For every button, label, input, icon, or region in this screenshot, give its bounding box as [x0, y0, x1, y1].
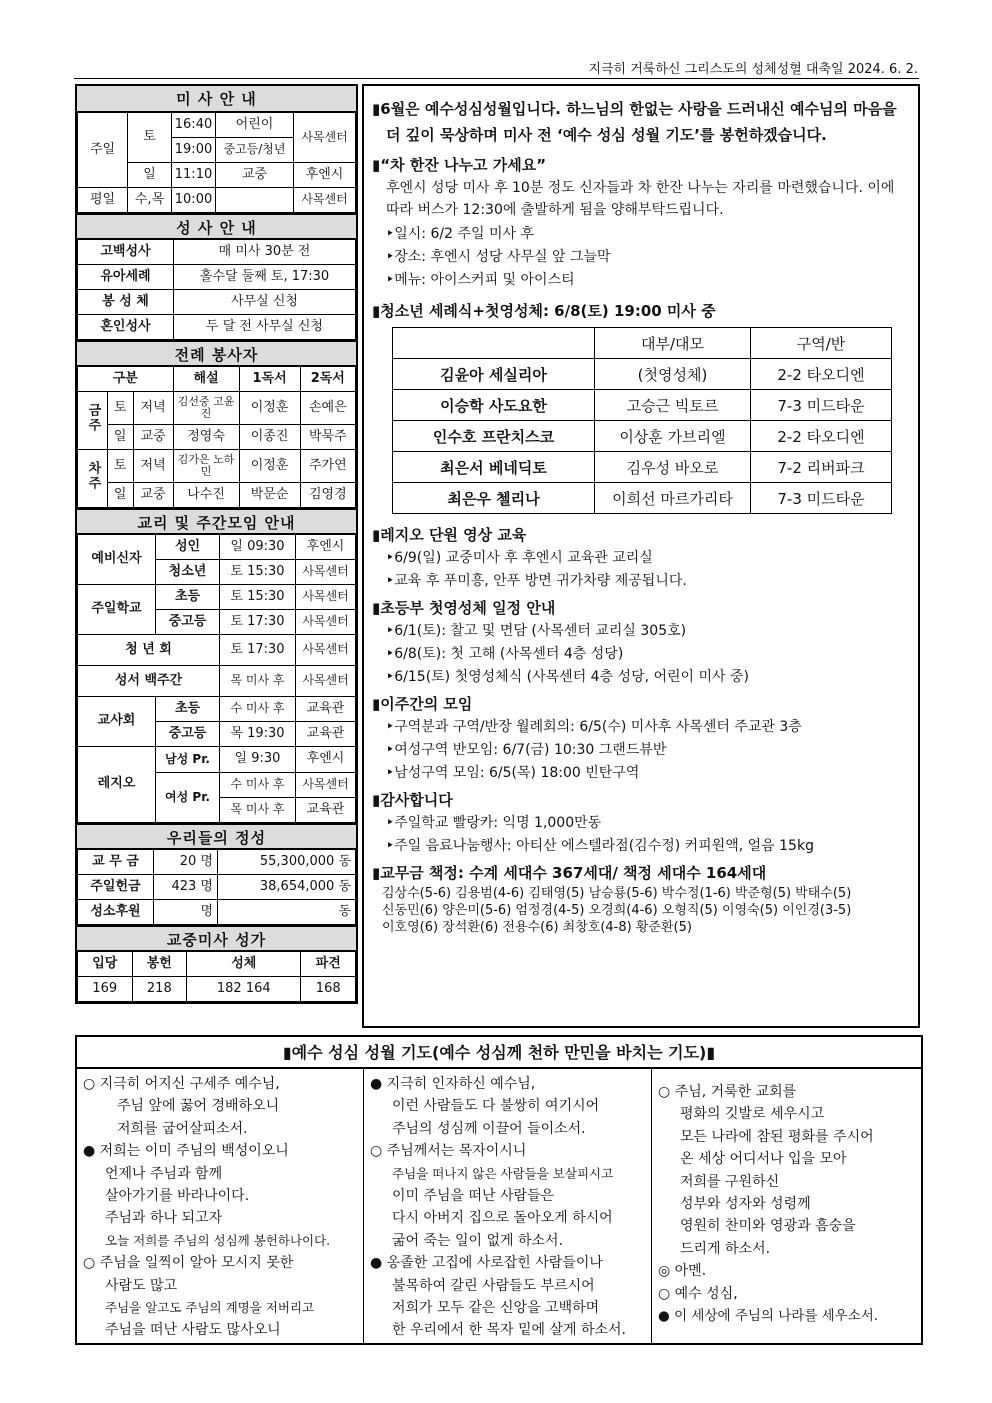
liturgy-day: 일 [107, 483, 133, 508]
edu-time: 목 19:30 [220, 722, 296, 747]
notice-bullet: ‣6/15(토) 첫영성체식 (사목센터 4층 성당, 어린이 미사 중) [386, 669, 750, 685]
notice-bullet: ‣일시: 6/2 주일 미사 후 [386, 226, 534, 242]
edu-time: 수 미사 후 [220, 773, 296, 798]
teachers-label: 교사회 [78, 697, 156, 747]
offering-count: 423 명 [154, 875, 218, 900]
baptism-name: 이승학 사도요한 [393, 390, 595, 421]
offering-key: 성소후원 [78, 900, 154, 925]
edu-time: 토 17:30 [220, 635, 296, 666]
notice-thanks-title: ▮감사합니다 [372, 791, 453, 809]
edu-place: 사목센터 [296, 773, 356, 798]
baptism-sponsor: (첫영성체) [595, 359, 751, 390]
notice-baptism-title: ▮청소년 세례식+첫영성체: 6/8(토) 19:00 미사 중 [372, 302, 716, 320]
hymn-header: 봉헌 [132, 952, 187, 977]
hymn-number: 218 [132, 977, 187, 1002]
prayer-line: 주님을 떠난 사람도 많사오니 [105, 1322, 281, 1339]
notice-bullet: ‣메뉴: 아이스커피 및 아이스티 [386, 272, 575, 288]
baptism-sponsor: 이상훈 가브리엘 [595, 421, 751, 452]
liturgy-header: 해설 [173, 367, 239, 392]
prayer-line: 한 우리에서 한 목자 밑에 살게 하소서. [392, 1322, 627, 1339]
legio-label: 레지오 [78, 747, 156, 823]
baptism-header [393, 328, 595, 359]
edu-time: 토 17:30 [220, 610, 296, 635]
notice-dues-title: ▮교무금 책정: 수계 세대수 367세대/ 책정 세대수 164세대 [372, 864, 767, 882]
sacrament-key: 유아세례 [78, 265, 174, 290]
offering-count: 20 명 [154, 850, 218, 875]
sat-place: 사목센터 [294, 113, 356, 163]
offering-count: 명 [154, 900, 218, 925]
edu-sub: 중고등 [156, 722, 220, 747]
prayer-column-3 [652, 1069, 921, 1343]
left-info-panel [75, 84, 358, 1004]
notice-bullet: ‣여성구역 반모임: 6/7(금) 10:30 그랜드뷰반 [386, 742, 667, 758]
offering-amount: 동 [218, 900, 356, 925]
hymns-title: 교중미사 성가 [77, 925, 356, 951]
edu-place: 후엔시 [296, 535, 356, 560]
prayer-line: 저희가 모두 같은 신앙을 고백하며 [392, 1300, 600, 1317]
prayer-line: ● 지극히 인자하신 예수님, [370, 1076, 536, 1092]
edu-time: 토 15:30 [220, 585, 296, 610]
weekday-empty [216, 188, 294, 213]
prayer-line: 살아가기를 바라나이다. [105, 1188, 250, 1205]
prayer-line: ○ 주님께서는 목자이시니 [370, 1143, 527, 1160]
prayer-line: 불목하여 갈린 사람들도 부르시어 [392, 1277, 595, 1294]
sacrament-value: 두 달 전 사무실 신청 [174, 315, 356, 340]
prayer-line: 저희를 구원하신 [680, 1173, 780, 1190]
edu-place: 후엔시 [296, 747, 356, 773]
liturgy-reader1: 박문순 [239, 483, 300, 508]
hymn-number: 168 [301, 977, 356, 1002]
offering-table [77, 849, 356, 925]
baptism-name: 최은서 베네딕토 [393, 452, 595, 483]
liturgy-reader1: 이종진 [239, 425, 300, 450]
edu-time: 목 미사 후 [220, 666, 296, 697]
liturgy-header: 1독서 [239, 367, 300, 392]
sun-place: 후엔시 [294, 163, 356, 188]
offering-amount: 55,300,000 동 [218, 850, 356, 875]
sacrament-value: 홀수달 둘째 토, 17:30 [174, 265, 356, 290]
notice-bullet: ‣6/1(토): 찰고 및 면담 (사목센터 교리실 305호) [386, 623, 687, 639]
prayer-column-1 [77, 1069, 364, 1343]
prayer-line: 이런 사람들도 다 불쌍히 여기시어 [392, 1098, 600, 1115]
offering-key: 교 무 금 [78, 850, 154, 875]
edu-sub: 여성 Pr. [156, 773, 220, 823]
edu-sub: 청소년 [156, 560, 220, 585]
liturgy-title: 전례 봉사자 [77, 340, 356, 366]
youth-group-label: 청 년 회 [78, 635, 220, 666]
sacrament-key: 고백성사 [78, 240, 174, 265]
bible-label: 성서 백주간 [78, 666, 220, 697]
edu-time: 일 09:30 [220, 535, 296, 560]
edu-place: 사목센터 [296, 666, 356, 697]
dues-names-line: 신동민(6) 양은미(5-6) 엄정경(4-5) 오경희(4-6) 오형직(5) 이영숙(5) 이인경(3-5) [382, 903, 852, 918]
notice-bullet: ‣장소: 후엔시 성당 사무실 앞 그늘막 [386, 249, 611, 265]
baptism-sponsor: 고승근 빅토르 [595, 390, 751, 421]
weekday-place: 사목센터 [294, 188, 356, 213]
prayer-line: ● 이 세상에 주님의 나라를 세우소서. [658, 1308, 879, 1325]
notice-bullet: ‣주일학교 빨랑카: 익명 1,000만동 [386, 815, 602, 831]
prayer-line: 언제나 주님과 함께 [105, 1165, 223, 1182]
notice-legio-title: ▮레지오 단원 영상 교육 [372, 526, 527, 544]
notice-bullet: ‣6/9(일) 교중미사 후 후엔시 교육관 교리실 [386, 550, 653, 566]
liturgy-header: 구분 [78, 367, 174, 392]
prayer-line: 주님의 성심께 이끌어 들이소서. [392, 1120, 586, 1137]
mass-schedule-title: 미 사 안 내 [77, 86, 356, 112]
liturgy-reader2: 박묵주 [300, 425, 355, 450]
this-week-label: 금주 [78, 392, 108, 450]
prayer-line: ○ 주님을 일찍이 알아 모시지 못한 [83, 1255, 294, 1272]
prayer-line: 드리게 하소서. [680, 1240, 771, 1257]
offering-key: 주일헌금 [78, 875, 154, 900]
liturgy-mass: 저녁 [133, 450, 173, 483]
sunday-label: 주일 [78, 113, 128, 188]
edu-sub: 중고등 [156, 610, 220, 635]
prayer-line: 다시 아버지 집으로 돌아오게 하시어 [392, 1210, 613, 1227]
edu-place: 교육관 [296, 798, 356, 823]
notice-meetings-title: ▮이주간의 모임 [372, 695, 473, 713]
baptism-sponsor: 김우성 바오로 [595, 452, 751, 483]
sat-time-1: 16:40 [172, 113, 216, 138]
prayer-line: 주님을 떠나지 않은 사람들을 보살피시고 [392, 1165, 614, 1181]
liturgy-commentator: 김가은 노하민 [173, 450, 239, 483]
notices-panel [362, 84, 920, 1028]
hymn-number: 169 [78, 977, 133, 1002]
prayer-line: 주님 앞에 꿇어 경배하오니 [117, 1098, 280, 1115]
liturgy-reader2: 주가연 [300, 450, 355, 483]
prayer-line: 굶어 죽는 일이 없게 하소서. [392, 1232, 564, 1249]
prebaptism-label: 예비신자 [78, 535, 156, 585]
prayer-line: 온 세상 어디서나 입을 모아 [680, 1151, 847, 1168]
prayer-line: ● 옹졸한 고집에 사로잡힌 사람들이나 [370, 1255, 603, 1272]
edu-place: 교육관 [296, 722, 356, 747]
liturgy-table [77, 366, 356, 508]
liturgy-day: 토 [107, 392, 133, 425]
prayer-line: 모든 나라에 참된 평화를 주시어 [680, 1128, 874, 1145]
weekday-label: 평일 [78, 188, 128, 213]
baptism-sponsor: 이희선 마르가리타 [595, 483, 751, 514]
prayer-column-2 [364, 1069, 652, 1343]
sacrament-value: 사무실 신청 [174, 290, 356, 315]
liturgy-commentator: 김선중 고윤진 [173, 392, 239, 425]
prayer-line: 주님을 알고도 주님의 계명을 저버리고 [105, 1300, 315, 1316]
sacrament-title: 성 사 안 내 [77, 213, 356, 239]
edu-sub: 초등 [156, 697, 220, 722]
hymn-header: 파견 [301, 952, 356, 977]
prayer-line: 이미 주님을 떠난 사람들은 [392, 1188, 555, 1205]
prayer-line: ○ 지극히 어지신 구세주 예수님, [83, 1076, 280, 1092]
liturgy-day: 일 [107, 425, 133, 450]
mass-schedule-table [77, 112, 356, 213]
liturgy-reader1: 이정훈 [239, 450, 300, 483]
liturgy-commentator: 정영숙 [173, 425, 239, 450]
prayer-line: 사람도 많고 [105, 1277, 178, 1294]
baptism-zone: 2-2 타오디엔 [751, 359, 892, 390]
liturgy-reader2: 손예은 [300, 392, 355, 425]
liturgy-mass: 저녁 [133, 392, 173, 425]
baptism-name: 최은우 첼리나 [393, 483, 595, 514]
baptism-name: 김윤아 세실리아 [393, 359, 595, 390]
edu-place: 사목센터 [296, 585, 356, 610]
baptism-header: 구역/반 [751, 328, 892, 359]
baptism-zone: 7-3 미드타운 [751, 483, 892, 514]
notice-bullet: ‣남성구역 모임: 6/5(목) 18:00 빈탄구역 [386, 765, 640, 781]
baptism-header: 대부/대모 [595, 328, 751, 359]
prayer-line: ● 저희는 이미 주님의 백성이오니 [83, 1143, 289, 1160]
prayer-line: 주님과 하나 되고자 [105, 1210, 223, 1227]
edu-place: 사목센터 [296, 635, 356, 666]
prayer-line: ○ 예수 성심, [658, 1285, 738, 1302]
baptism-name: 인수호 프란치스코 [393, 421, 595, 452]
prayer-line: 영원히 찬미와 영광과 흠숭을 [680, 1218, 856, 1235]
next-week-label: 차주 [78, 450, 108, 508]
liturgy-day: 토 [107, 450, 133, 483]
prayer-box [75, 1035, 923, 1345]
page-header: 지극히 거룩하신 그리스도의 성체성혈 대축일 2024. 6. 2. [588, 62, 918, 77]
prayer-line: ○ 주님, 거룩한 교회를 [658, 1084, 797, 1100]
edu-time: 목 미사 후 [220, 798, 296, 823]
saturday-label: 토 [128, 113, 172, 163]
edu-sub: 성인 [156, 535, 220, 560]
notice-bullet: ‣주일 음료나눔행사: 아티산 에스텔라점(김수정) 커피원액, 얼음 15kg [386, 838, 814, 854]
notice-bullet: ‣6/8(토): 첫 고해 (사목센터 4층 성당) [386, 646, 624, 662]
liturgy-reader1: 이정훈 [239, 392, 300, 425]
wedthu-label: 수,목 [128, 188, 172, 213]
edu-place: 교육관 [296, 697, 356, 722]
prayer-line: 성부와 성자와 성령께 [680, 1196, 811, 1213]
liturgy-mass: 교중 [133, 483, 173, 508]
hymn-header: 입당 [78, 952, 133, 977]
prayer-line: ◎ 아멘. [658, 1263, 707, 1280]
edu-time: 수 미사 후 [220, 697, 296, 722]
offering-amount: 38,654,000 동 [218, 875, 356, 900]
sacrament-key: 혼인성사 [78, 315, 174, 340]
sunday-day-label: 일 [128, 163, 172, 188]
prayer-line: 오늘 저희를 주님의 성심께 봉헌하나이다. [105, 1232, 331, 1248]
sacrament-value: 매 미사 30분 전 [174, 240, 356, 265]
education-title: 교리 및 주간모임 안내 [77, 508, 356, 534]
header-divider [74, 78, 919, 79]
edu-time: 토 15:30 [220, 560, 296, 585]
liturgy-mass: 교중 [133, 425, 173, 450]
hymn-header: 성체 [187, 952, 301, 977]
edu-sub: 남성 Pr. [156, 747, 220, 773]
prayer-line: 저희를 굽어살피소서. [117, 1120, 248, 1137]
notice-tea-body: 후엔시 성당 미사 후 10분 정도 신자들과 차 한잔 나누는 자리를 마련했습니다. 이에 따라 버스가 12:30에 출발하게 됨을 양해부탁드립니다. [386, 180, 895, 218]
edu-place: 사목센터 [296, 560, 356, 585]
dues-names-line: 이호영(6) 장석환(6) 전용수(6) 최창호(4-8) 황준환(5) [382, 920, 692, 935]
hymns-table [77, 951, 356, 1002]
liturgy-header: 2독서 [300, 367, 355, 392]
notice-communion-title: ▮초등부 첫영성체 일정 안내 [372, 599, 556, 617]
sacrament-key: 봉 성 체 [78, 290, 174, 315]
baptism-zone: 7-2 리버파크 [751, 452, 892, 483]
sat-group-2: 중고등/청년 [216, 138, 294, 163]
notice-bullet: ‣구역분과 구역/반장 월례회의: 6/5(수) 미사후 사목센터 주교관 3층 [386, 719, 802, 735]
weekday-time: 10:00 [172, 188, 216, 213]
baptism-table [392, 327, 892, 514]
sacrament-table [77, 239, 356, 340]
baptism-zone: 7-3 미드타운 [751, 390, 892, 421]
sat-group-1: 어린이 [216, 113, 294, 138]
sun-group: 교중 [216, 163, 294, 188]
sunday-school-label: 주일학교 [78, 585, 156, 635]
dues-names-line: 김상수(5-6) 김용범(4-6) 김태영(5) 남승룡(5-6) 박수정(1-6) 박준형(5) 박태수(5) [382, 886, 852, 901]
notice-sacred-heart: ▮6월은 예수성심성월입니다. 하느님의 한없는 사랑을 드러내신 예수님의 마음을 더 깊이 묵상하며 미사 전 ‘예수 성심 성월 기도’를 봉헌하겠습니다. [372, 100, 897, 144]
hymn-number: 182 164 [187, 977, 301, 1002]
edu-sub: 초등 [156, 585, 220, 610]
prayer-line: 평화의 깃발로 세우시고 [680, 1106, 825, 1123]
edu-time: 일 9:30 [220, 747, 296, 773]
education-table [77, 534, 356, 823]
sun-time: 11:10 [172, 163, 216, 188]
sat-time-2: 19:00 [172, 138, 216, 163]
notice-tea-title: ▮“차 한잔 나누고 가세요” [372, 156, 547, 174]
prayer-title: ▮예수 성심 성월 기도(예수 성심께 천하 만민을 바치는 기도)▮ [77, 1037, 921, 1069]
liturgy-commentator: 나수진 [173, 483, 239, 508]
notice-bullet: ‣교육 후 푸미흥, 안푸 방면 귀가차량 제공됩니다. [386, 573, 687, 589]
edu-place: 사목센터 [296, 610, 356, 635]
baptism-zone: 2-2 타오디엔 [751, 421, 892, 452]
offering-title: 우리들의 정성 [77, 823, 356, 849]
liturgy-reader2: 김영경 [300, 483, 355, 508]
